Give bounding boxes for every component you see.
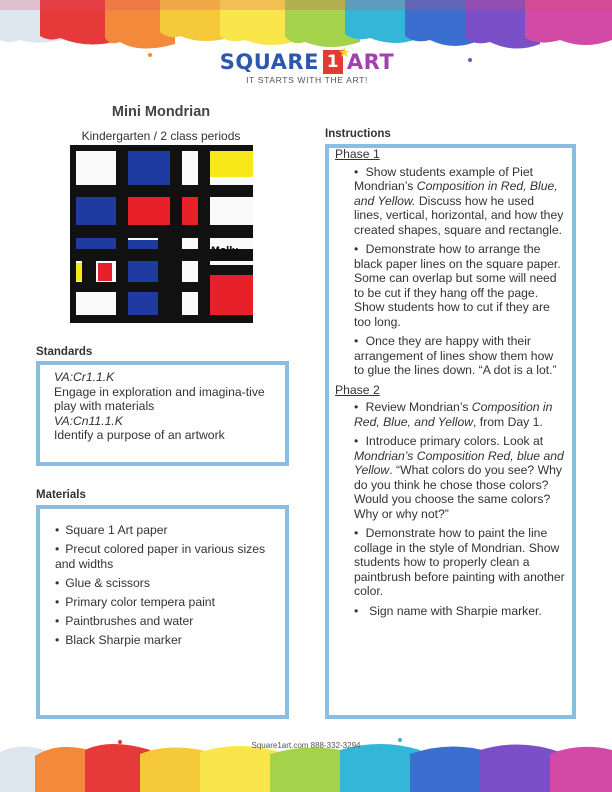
materials-list: [55, 523, 275, 652]
artwork-signature: Molly: [211, 246, 239, 256]
list-item: • Glue & scissors: [55, 576, 275, 591]
materials-heading: Materials: [36, 489, 86, 501]
logo-square-text: SQUARE: [219, 50, 319, 74]
phase-1-label: Phase 1: [335, 147, 380, 161]
footer-contact: Square1art.com 888-332-3294: [251, 741, 361, 750]
logo-tagline: IT STARTS WITH THE ART!: [246, 75, 368, 85]
phase-2-label: Phase 2: [335, 382, 380, 397]
bottom-paint-splash: [0, 730, 612, 792]
standard-description: Engage in exploration and imagina-tive play with materials: [54, 384, 265, 413]
standard-code: VA:Cn11.1.K: [54, 413, 123, 428]
instructions-content: [335, 147, 565, 623]
instruction-step: • Once they are happy with their arrangement of lines show them how to glue the lines down. “A dot is a lot.”: [354, 334, 557, 377]
logo-one-badge: [323, 45, 351, 74]
standard-code: VA:Cr1.1.K: [54, 370, 115, 384]
square1art-logo: [212, 45, 402, 85]
instruction-step: • Sign name with Sharpie marker.: [354, 603, 542, 618]
instructions-heading: Instructions: [325, 128, 391, 140]
logo-one-digit: 1: [326, 52, 340, 72]
lesson-title: Mini Mondrian: [111, 104, 211, 120]
lesson-subtitle: Kindergarten / 2 class periods: [81, 129, 241, 143]
logo-art-text: ART: [346, 50, 395, 74]
star-icon: ★: [337, 45, 351, 61]
standards-content: [54, 370, 274, 443]
instruction-step: • Demonstrate how to arrange the black paper lines on the square paper. Some can overlap but some will need to be cut if they hang off the page. Show students how to cut if they are too long.: [354, 242, 561, 329]
list-item: • Primary color tempera paint: [55, 595, 275, 610]
list-item: • Paintbrushes and water: [55, 614, 275, 629]
list-item: • Black Sharpie marker: [55, 633, 275, 648]
list-item: • Precut colored paper in various sizes and widths: [55, 542, 275, 571]
instruction-step: • Review Mondrian’s Composition in Red, Blue, and Yellow, from Day 1.: [354, 400, 553, 429]
standard-description: Identify a purpose of an artwork: [54, 428, 225, 442]
list-item: • Square 1 Art paper: [55, 523, 275, 538]
instruction-step: • Show students example of Piet Mondrian’s Composition in Red, Blue, and Yellow. Discuss how he used lines, vertical, horizontal, and how they created shapes, square and rectangle.: [354, 164, 564, 237]
instruction-step: • Introduce primary colors. Look at Mondrian’s Composition Red, blue and Yellow. “What colors do you see? Why do you think he chose those colors? Would you choose the same colors? Why or why not?”: [354, 434, 564, 521]
standards-heading: Standards: [36, 346, 93, 358]
instruction-step: • Demonstrate how to paint the line collage in the style of Mondrian. Show students how to properly clean a paintbrush before painting with another color.: [354, 526, 565, 598]
mondrian-artwork-image: [70, 145, 253, 323]
